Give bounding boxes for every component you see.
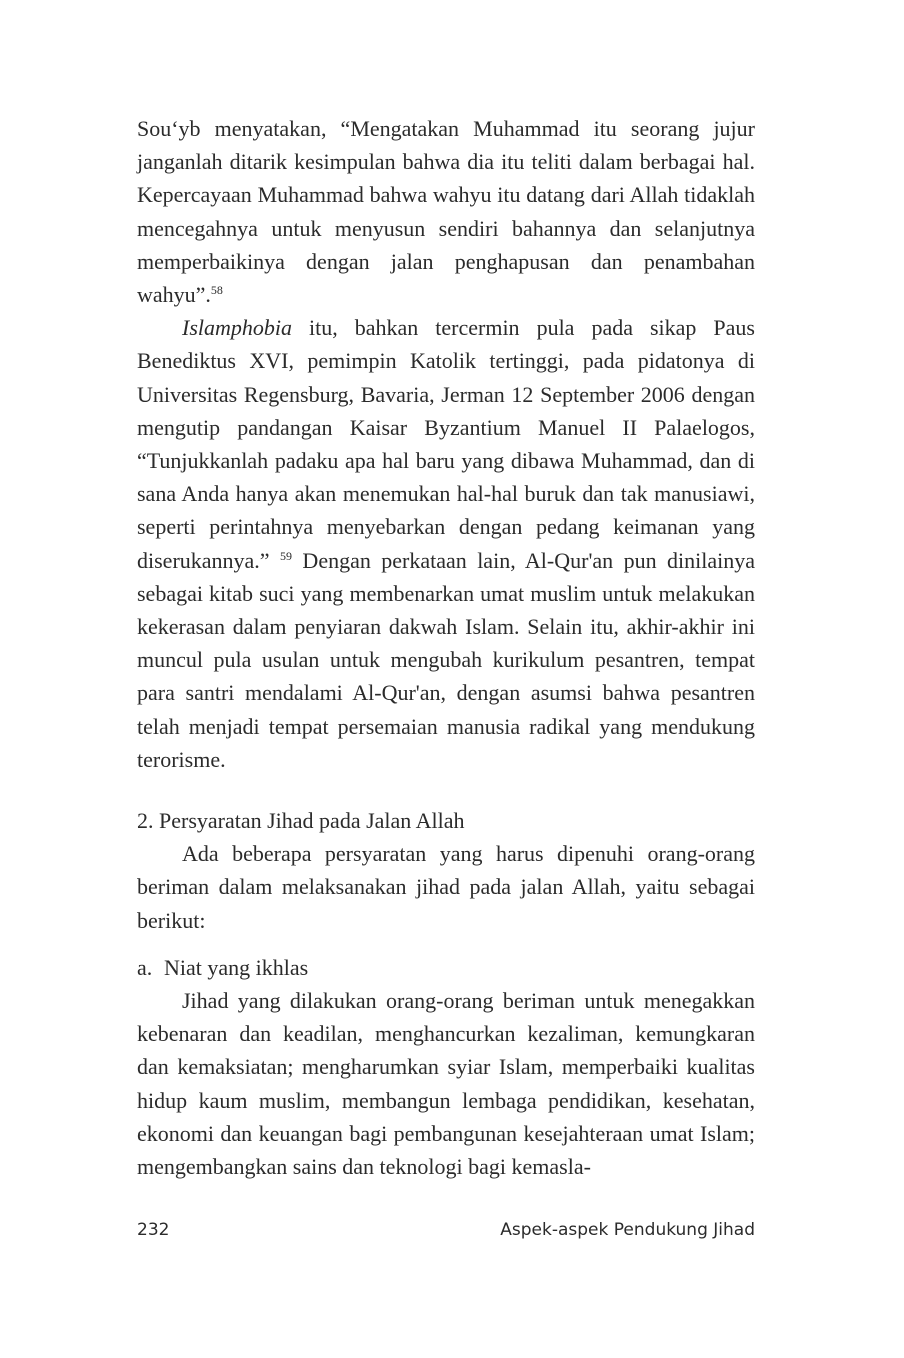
subsection-marker: a. — [137, 954, 153, 980]
paragraph-islamphobia — [137, 311, 755, 776]
paragraph-quote-souyb — [137, 112, 755, 311]
subsection-heading — [137, 951, 755, 984]
footnote-ref-59: 59 — [280, 548, 292, 563]
body-text — [137, 112, 755, 1183]
paragraph-1-text: Sou‘yb menyatakan, “Mengatakan Muhammad itu seorang jujur janganlah ditarik kesimpulan bahwa dia itu teliti dalam berbagai hal. Kepercayaan Muhammad bahwa wahyu itu datang dari Allah tidaklah mencegahnya untuk menyusun sendiri bahannya dan selanjutnya memperbaikinya dengan jalan penghapusan dan penambahan wahyu”. — [137, 116, 755, 308]
paragraph-requirements-intro: Ada beberapa persyaratan yang harus dipenuhi orang-orang beriman dalam melaksanakan jihad pada jalan Allah, yaitu sebagai berikut: — [137, 841, 755, 933]
section-heading: 2. Persyaratan Jihad pada Jalan Allah — [137, 808, 465, 834]
footnote-ref-58: 58 — [210, 283, 223, 298]
italic-term-islamphobia: Islamphobia — [182, 315, 292, 341]
subsection-title: Niat yang ikhlas — [164, 954, 309, 980]
page-footer — [137, 1220, 755, 1246]
page-number: 232 — [137, 1220, 170, 1240]
paragraph-2-text-a: itu, bahkan tercermin pula pada sikap Paus Benediktus XVI, pemimpin Katolik tertinggi, pada pidatonya di Universitas Regensburg, Bavaria, Jerman 12 September 2006 dengan mengutip pandangan Kaisar Byzantium Manuel II Palaelogos, “Tunjukkanlah padaku apa hal baru yang dibawa Muhammad, dan di sana Anda hanya akan menemukan hal-hal buruk dan tak manusiawi, seperti perintahnya menyebarkan dengan pedang keimanan yang diserukannya.” — [137, 315, 755, 573]
paragraph-2-text-b: Dengan perkataan lain, Al-Qur'an pun dinilainya sebagai kitab suci yang membenarkan umat muslim untuk melakukan kekerasan dalam penyiaran dakwah Islam. Selain itu, akhir-akhir ini muncul pula usulan untuk mengubah kurikulum pesantren, tempat para santri mendalami Al-Qur'an, dengan asumsi bahwa pesantren telah menjadi tempat persemaian manusia radikal yang mendukung terorisme. — [137, 547, 756, 772]
running-title: Aspek-aspek Pendukung Jihad — [500, 1220, 755, 1240]
paragraph-jihad-purpose: Jihad yang dilakukan orang-orang beriman untuk menegakkan kebenaran dan keadilan, menghancurkan kezaliman, kemungkaran dan kemaksiatan; mengharumkan syiar Islam, memperbaiki kualitas hidup kaum muslim, membangun lembaga pendidikan, kesehatan, ekonomi dan keuangan bagi pembangunan kesejahteraan umat Islam; mengembangkan sains dan teknologi bagi kemasla- — [137, 988, 755, 1180]
